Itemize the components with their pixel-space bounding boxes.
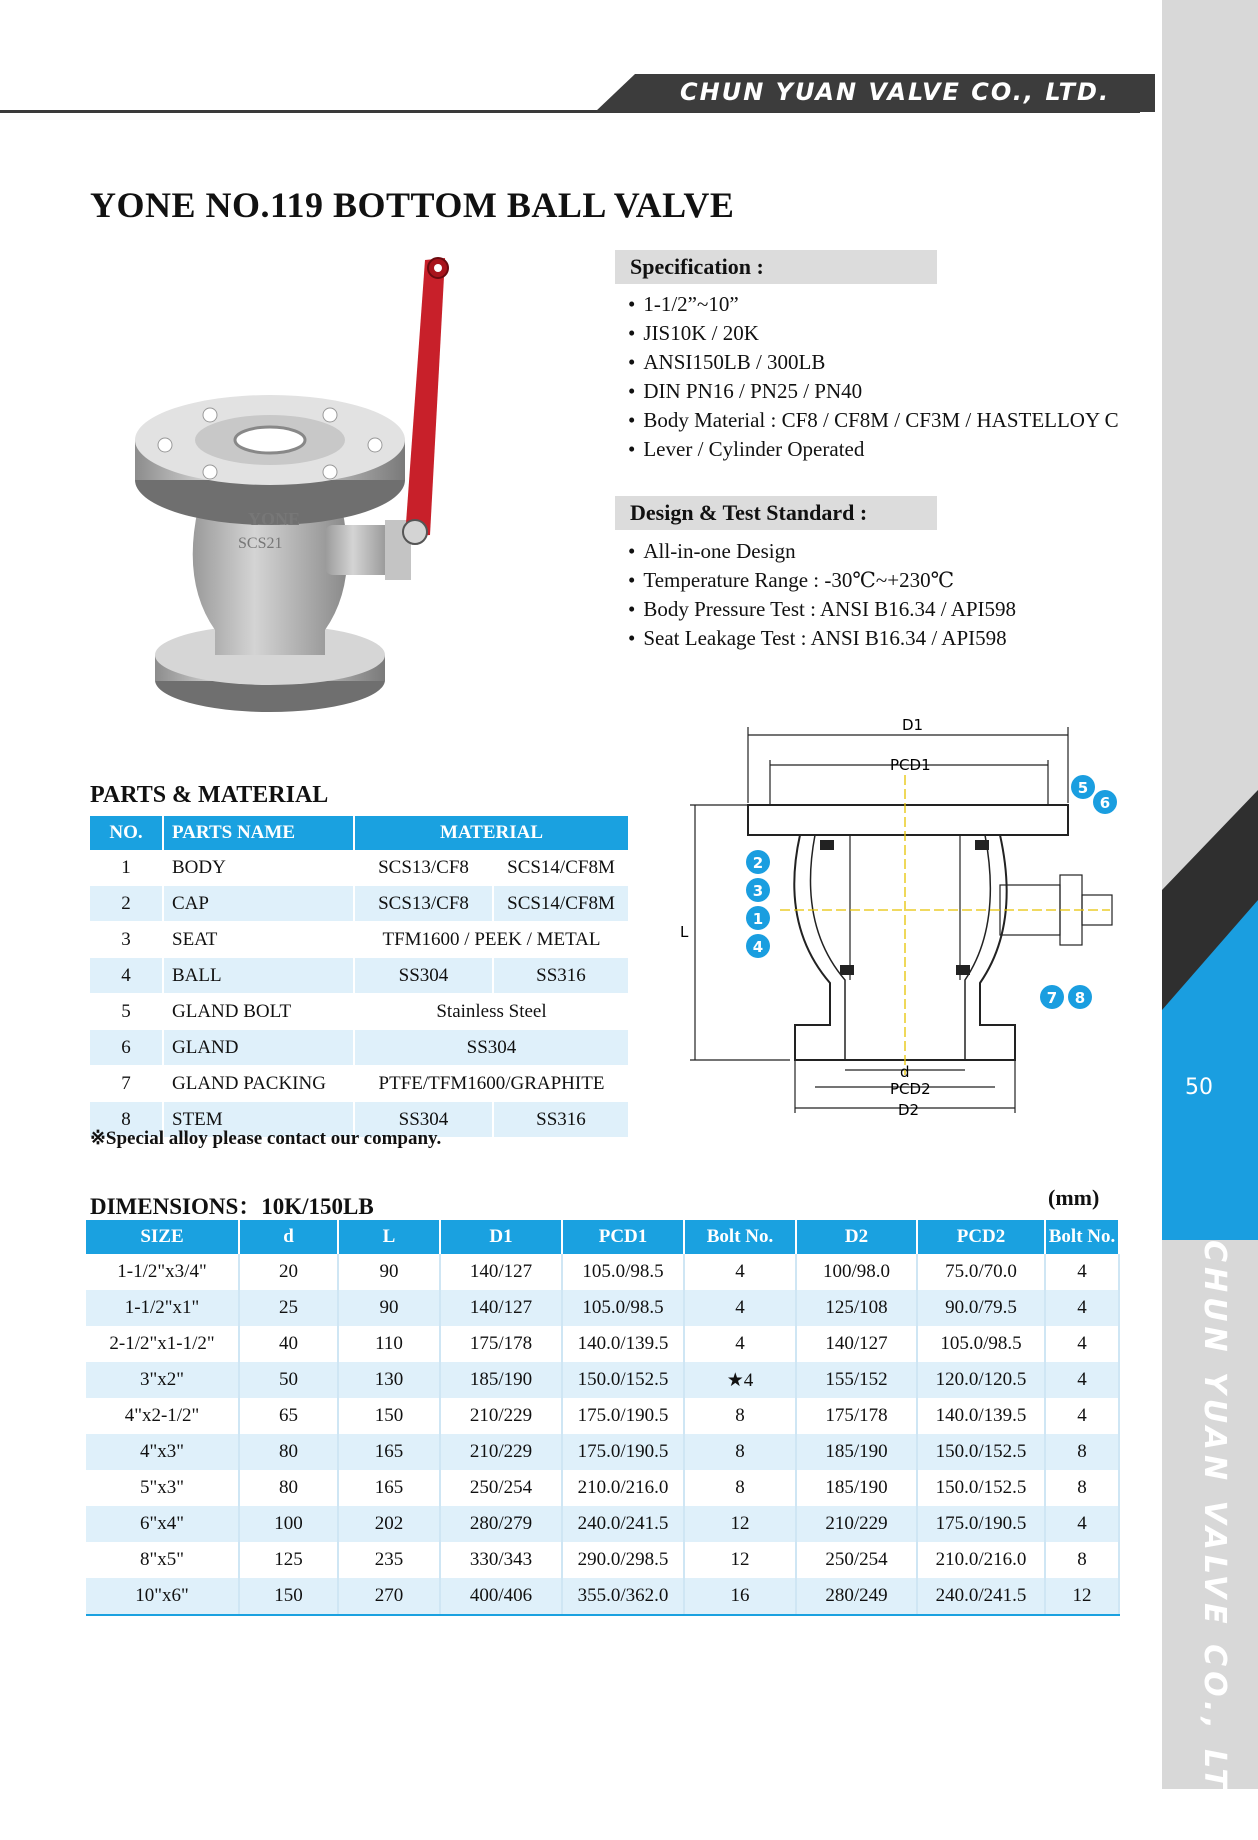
dim-cell: 4"x2-1/2" — [86, 1398, 239, 1434]
spec-item: • JIS10K / 20K — [628, 319, 1119, 348]
dim-cell: 175.0/190.5 — [562, 1398, 684, 1434]
dim-cell: 4 — [1045, 1362, 1119, 1398]
dim-cell: 125 — [239, 1542, 338, 1578]
dim-cell: 280/279 — [440, 1506, 562, 1542]
dim-cell: 8 — [1045, 1434, 1119, 1470]
dim-cell: 140/127 — [796, 1326, 917, 1362]
dim-cell: 140.0/139.5 — [562, 1326, 684, 1362]
dim-cell: 4 — [684, 1290, 796, 1326]
header-company-name: CHUN YUAN VALVE CO., LTD. — [680, 78, 1111, 106]
dim-cell: 110 — [338, 1326, 440, 1362]
table-row — [90, 958, 629, 994]
dim-cell: 165 — [338, 1434, 440, 1470]
part-name: BODY — [163, 850, 354, 886]
dim-header: Bolt No. — [684, 1220, 796, 1254]
dim-cell: ★4 — [684, 1362, 796, 1398]
parts-header-material: MATERIAL — [354, 816, 629, 850]
dim-cell: 155/152 — [796, 1362, 917, 1398]
part-material: SCS13/CF8 — [354, 886, 493, 922]
dim-header: PCD2 — [917, 1220, 1045, 1254]
dimensions-title: DIMENSIONS：10K/150LB — [90, 1194, 374, 1219]
part-material: SS304 — [354, 958, 493, 994]
dim-cell: 210/229 — [796, 1506, 917, 1542]
side-company-name: CHUN YUAN VALVE CO., LTD. — [1197, 1240, 1232, 1840]
spec-item: • Body Material : CF8 / CF8M / CF3M / HASTELLOY C — [628, 406, 1119, 435]
special-alloy-note: ※Special alloy please contact our company. — [90, 1128, 442, 1149]
dim-cell: 50 — [239, 1362, 338, 1398]
part-material: SCS14/CF8M — [493, 886, 629, 922]
table-row — [86, 1254, 1119, 1290]
dim-cell: 100 — [239, 1506, 338, 1542]
part-name: CAP — [163, 886, 354, 922]
dim-cell: 120.0/120.5 — [917, 1362, 1045, 1398]
dim-cell: 12 — [684, 1506, 796, 1542]
part-material: SS304 — [354, 1102, 493, 1138]
part-no: 7 — [90, 1066, 163, 1102]
table-row — [86, 1470, 1119, 1506]
dim-header: Bolt No. — [1045, 1220, 1119, 1254]
dim-cell: 5"x3" — [86, 1470, 239, 1506]
dim-cell: 240.0/241.5 — [562, 1506, 684, 1542]
dim-cell: 12 — [1045, 1578, 1119, 1615]
dim-cell: 165 — [338, 1470, 440, 1506]
dim-cell: 8 — [1045, 1542, 1119, 1578]
dim-cell: 210.0/216.0 — [562, 1470, 684, 1506]
spec-item: • ANSI150LB / 300LB — [628, 348, 1119, 377]
table-row — [86, 1542, 1119, 1578]
table-row — [86, 1362, 1119, 1398]
part-material: SS316 — [493, 1102, 629, 1138]
part-material: TFM1600 / PEEK / METAL — [354, 922, 629, 958]
dim-cell: 75.0/70.0 — [917, 1254, 1045, 1290]
dim-cell: 1-1/2"x1" — [86, 1290, 239, 1326]
dim-cell: 100/98.0 — [796, 1254, 917, 1290]
part-no: 3 — [90, 922, 163, 958]
specification-list — [628, 290, 1119, 464]
dim-cell: 280/249 — [796, 1578, 917, 1615]
design-item: • Temperature Range : -30℃~+230℃ — [628, 566, 1016, 595]
spec-item: • DIN PN16 / PN25 / PN40 — [628, 377, 1119, 406]
dim-cell: 130 — [338, 1362, 440, 1398]
part-name: BALL — [163, 958, 354, 994]
dim-cell: 90 — [338, 1254, 440, 1290]
table-row — [90, 1030, 629, 1066]
dim-cell: 400/406 — [440, 1578, 562, 1615]
dim-cell: 175.0/190.5 — [562, 1434, 684, 1470]
table-row — [86, 1434, 1119, 1470]
part-no: 5 — [90, 994, 163, 1030]
dim-cell: 202 — [338, 1506, 440, 1542]
part-no: 2 — [90, 886, 163, 922]
valve-cross-section-diagram — [680, 715, 1150, 1145]
part-material: PTFE/TFM1600/GRAPHITE — [354, 1066, 629, 1102]
dim-cell: 105.0/98.5 — [562, 1290, 684, 1326]
dim-cell: 10"x6" — [86, 1578, 239, 1615]
dim-cell: 16 — [684, 1578, 796, 1615]
body-marking-1: YONE — [248, 509, 301, 529]
part-name: GLAND BOLT — [163, 994, 354, 1030]
dim-cell: 235 — [338, 1542, 440, 1578]
dim-cell: 4 — [1045, 1254, 1119, 1290]
page-number: 50 — [1185, 1075, 1213, 1100]
spec-item: • Lever / Cylinder Operated — [628, 435, 1119, 464]
part-no: 8 — [90, 1102, 163, 1138]
dim-cell: 4 — [1045, 1506, 1119, 1542]
dim-cell: 8"x5" — [86, 1542, 239, 1578]
dim-cell: 8 — [1045, 1470, 1119, 1506]
specification-heading: Specification : — [615, 250, 937, 284]
callout-4: 4 — [752, 938, 764, 956]
dim-cell: 80 — [239, 1434, 338, 1470]
design-item: • All-in-one Design — [628, 537, 1016, 566]
dim-cell: 290.0/298.5 — [562, 1542, 684, 1578]
dim-header: D2 — [796, 1220, 917, 1254]
part-name: GLAND — [163, 1030, 354, 1066]
dim-cell: 1-1/2"x3/4" — [86, 1254, 239, 1290]
table-row — [90, 994, 629, 1030]
label-d: d — [900, 1063, 910, 1081]
dim-cell: 20 — [239, 1254, 338, 1290]
table-row — [90, 850, 629, 886]
dim-cell: 140/127 — [440, 1254, 562, 1290]
dim-cell: 4 — [1045, 1326, 1119, 1362]
dim-cell: 140/127 — [440, 1290, 562, 1326]
table-row — [86, 1506, 1119, 1542]
dim-cell: 105.0/98.5 — [562, 1254, 684, 1290]
dim-cell: 140.0/139.5 — [917, 1398, 1045, 1434]
dim-cell: 330/343 — [440, 1542, 562, 1578]
dim-cell: 4 — [684, 1326, 796, 1362]
body-marking-2: SCS21 — [238, 535, 283, 552]
dim-header: PCD1 — [562, 1220, 684, 1254]
dim-cell: 150 — [338, 1398, 440, 1434]
dim-cell: 25 — [239, 1290, 338, 1326]
dim-cell: 150.0/152.5 — [917, 1470, 1045, 1506]
dim-cell: 2-1/2"x1-1/2" — [86, 1326, 239, 1362]
table-row — [90, 886, 629, 922]
dim-cell: 8 — [684, 1398, 796, 1434]
dim-cell: 150.0/152.5 — [562, 1362, 684, 1398]
label-pcd1: PCD1 — [890, 756, 931, 774]
dimensions-header-row — [86, 1220, 1119, 1254]
dim-cell: 150.0/152.5 — [917, 1434, 1045, 1470]
callout-8: 8 — [1074, 989, 1086, 1007]
dim-cell: 105.0/98.5 — [917, 1326, 1045, 1362]
dim-cell: 240.0/241.5 — [917, 1578, 1045, 1615]
callout-3: 3 — [752, 882, 764, 900]
design-item: • Body Pressure Test : ANSI B16.34 / API598 — [628, 595, 1016, 624]
part-material: SS316 — [493, 958, 629, 994]
part-name: SEAT — [163, 922, 354, 958]
dimensions-unit: (mm) — [1048, 1185, 1100, 1210]
dim-cell: 185/190 — [796, 1434, 917, 1470]
callout-6: 6 — [1099, 794, 1111, 812]
table-row — [86, 1326, 1119, 1362]
dim-cell: 210.0/216.0 — [917, 1542, 1045, 1578]
parts-table — [90, 816, 630, 1138]
dim-cell: 4"x3" — [86, 1434, 239, 1470]
dim-cell: 4 — [684, 1254, 796, 1290]
part-no: 6 — [90, 1030, 163, 1066]
dim-header: D1 — [440, 1220, 562, 1254]
table-row — [90, 922, 629, 958]
dim-cell: 185/190 — [796, 1470, 917, 1506]
dim-cell: 80 — [239, 1470, 338, 1506]
part-name: GLAND PACKING — [163, 1066, 354, 1102]
part-name: STEM — [163, 1102, 354, 1138]
dim-cell: 90.0/79.5 — [917, 1290, 1045, 1326]
dim-cell: 65 — [239, 1398, 338, 1434]
part-material: SCS14/CF8M — [493, 850, 629, 886]
callout-1: 1 — [752, 910, 764, 928]
label-l: L — [680, 923, 689, 941]
dim-header: d — [239, 1220, 338, 1254]
spec-item: • 1-1/2”~10” — [628, 290, 1119, 319]
parts-header-no: NO. — [90, 816, 163, 850]
callout-7: 7 — [1046, 989, 1058, 1007]
dim-cell: 6"x4" — [86, 1506, 239, 1542]
parts-title: PARTS & MATERIAL — [90, 782, 329, 808]
page-title: YONE NO.119 BOTTOM BALL VALVE — [90, 185, 735, 225]
dim-cell: 175/178 — [440, 1326, 562, 1362]
dim-cell: 150 — [239, 1578, 338, 1615]
table-row — [86, 1290, 1119, 1326]
dim-cell: 210/229 — [440, 1398, 562, 1434]
table-row — [90, 1066, 629, 1102]
table-row — [86, 1398, 1119, 1434]
dim-cell: 8 — [684, 1434, 796, 1470]
dim-cell: 175/178 — [796, 1398, 917, 1434]
dim-cell: 4 — [1045, 1290, 1119, 1326]
label-d1: D1 — [902, 716, 924, 734]
dim-cell: 250/254 — [796, 1542, 917, 1578]
dim-cell: 270 — [338, 1578, 440, 1615]
dim-cell: 185/190 — [440, 1362, 562, 1398]
dim-cell: 40 — [239, 1326, 338, 1362]
design-item: • Seat Leakage Test : ANSI B16.34 / API598 — [628, 624, 1016, 653]
part-material: SCS13/CF8 — [354, 850, 493, 886]
dim-cell: 250/254 — [440, 1470, 562, 1506]
product-image — [120, 250, 520, 730]
design-heading: Design & Test Standard : — [615, 496, 937, 530]
part-no: 1 — [90, 850, 163, 886]
dim-cell: 125/108 — [796, 1290, 917, 1326]
label-pcd2: PCD2 — [890, 1080, 931, 1098]
dim-header: L — [338, 1220, 440, 1254]
dimensions-table — [86, 1220, 1120, 1616]
part-material: Stainless Steel — [354, 994, 629, 1030]
label-d2: D2 — [898, 1101, 920, 1119]
part-no: 4 — [90, 958, 163, 994]
design-list — [628, 537, 1016, 653]
dim-cell: 4 — [1045, 1398, 1119, 1434]
dim-header: SIZE — [86, 1220, 239, 1254]
dim-cell: 90 — [338, 1290, 440, 1326]
table-row — [86, 1578, 1119, 1615]
parts-header-name: PARTS NAME — [163, 816, 354, 850]
dim-cell: 210/229 — [440, 1434, 562, 1470]
dim-cell: 12 — [684, 1542, 796, 1578]
dim-cell: 8 — [684, 1470, 796, 1506]
dim-cell: 355.0/362.0 — [562, 1578, 684, 1615]
dim-cell: 175.0/190.5 — [917, 1506, 1045, 1542]
part-material: SS304 — [354, 1030, 629, 1066]
callout-5: 5 — [1077, 779, 1089, 797]
dim-cell: 3"x2" — [86, 1362, 239, 1398]
callout-2: 2 — [752, 854, 764, 872]
